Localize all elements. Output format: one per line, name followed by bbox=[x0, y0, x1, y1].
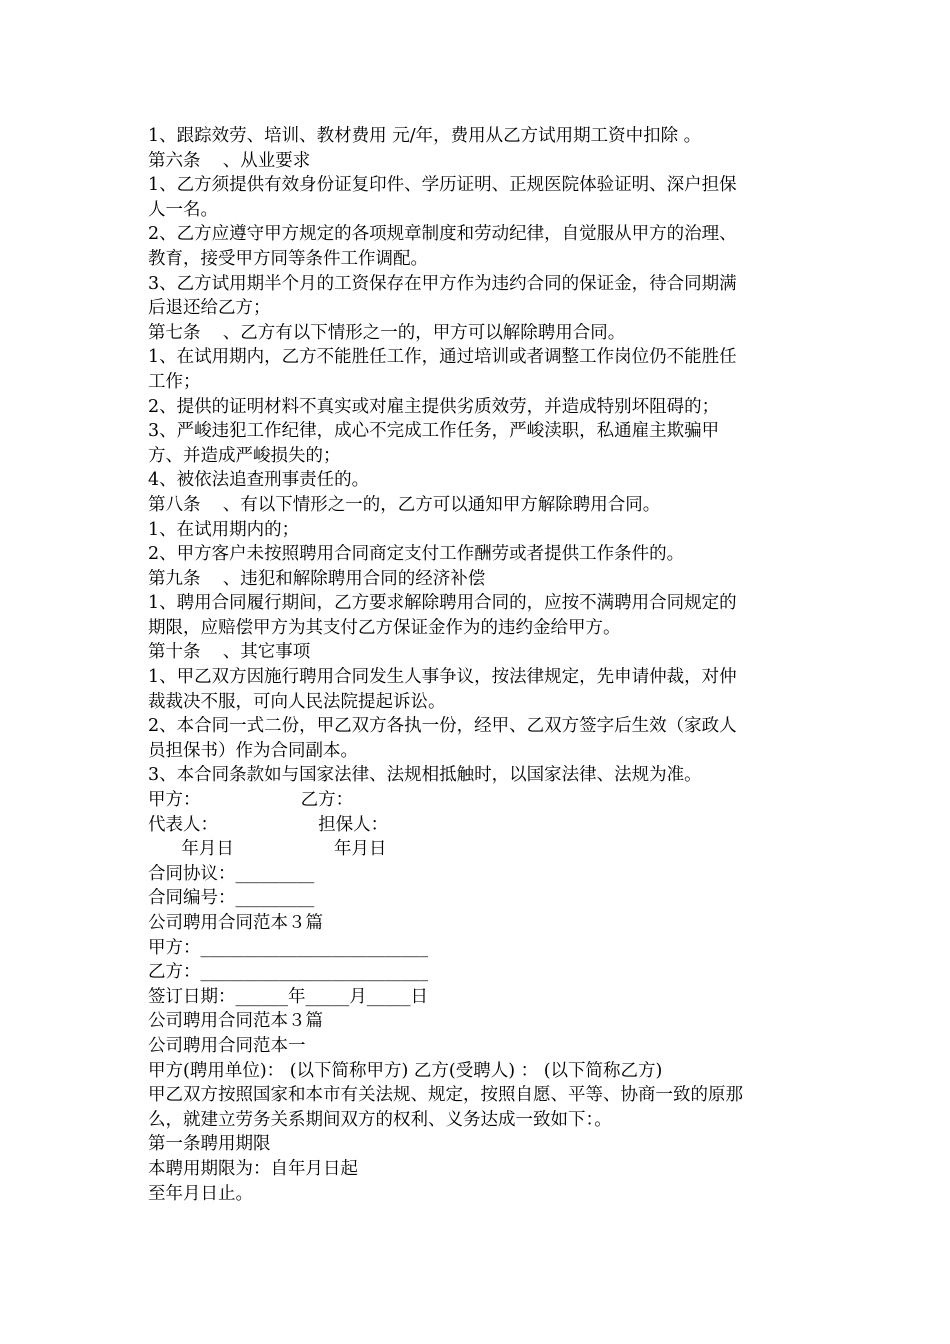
text-line: 1、乙方须提供有效身份证复印件、学历证明、正规医院体验证明、深户担保 bbox=[148, 175, 737, 196]
text-line: 甲方(聘用单位)： (以下简称甲方) 乙方(受聘人) ： (以下简称乙方) bbox=[148, 1060, 663, 1081]
signature-dates: 年月日 年月日 bbox=[148, 839, 387, 860]
text-line: 2、甲方客户未按照聘用合同商定支付工作酬劳或者提供工作条件的。 bbox=[148, 544, 685, 565]
text-line: 人一名。 bbox=[148, 199, 218, 220]
text-line: 期限，应赔偿甲方为其支付乙方保证金作为的违约金给甲方。 bbox=[148, 617, 621, 638]
text-line: 员担保书）作为合同副本。 bbox=[148, 740, 358, 761]
text-line: 3、乙方试用期半个月的工资保存在甲方作为违约合同的保证金，待合同期满 bbox=[148, 273, 737, 294]
text-line: 2、提供的证明材料不真实或对雇主提供劣质效劳，并造成特别坏阻碍的； bbox=[148, 396, 720, 417]
signature-representatives: 代表人： 担保人： bbox=[148, 814, 389, 835]
text-line: 1、甲乙双方因施行聘用合同发生人事争议，按法律规定，先申请仲裁，对仲 bbox=[148, 667, 737, 688]
text-line: 3、严峻违犯工作纪律，成心不完成工作任务，严峻渎职，私通雇主欺骗甲 bbox=[148, 421, 720, 442]
text-line: 甲乙双方按照国家和本市有关法规、规定，按照自愿、平等、协商一致的原那 bbox=[148, 1085, 743, 1106]
text-line: 2、乙方应遵守甲方规定的各项规章制度和劳动纪律，自觉服从甲方的治理、 bbox=[148, 224, 737, 245]
text-line: 教育，接受甲方同等条件工作调配。 bbox=[148, 248, 428, 269]
text-line: 4、被依法追查刑事责任的。 bbox=[148, 470, 370, 491]
section-heading: 第八条 、有以下情形之一的，乙方可以通知甲方解除聘用合同。 bbox=[148, 494, 661, 515]
text-line: 么，就建立劳务关系期间双方的权利、义务达成一致如下：。 bbox=[148, 1109, 612, 1130]
party-b-field: 乙方：__________________________ bbox=[148, 962, 428, 983]
text-line: 工作； bbox=[148, 371, 201, 392]
text-line: 方、并造成严峻损失的； bbox=[148, 445, 341, 466]
signing-date-field: 签订日期：______年_____月_____日 bbox=[148, 986, 428, 1007]
text-line: 裁裁决不服，可向人民法院提起诉讼。 bbox=[148, 691, 446, 712]
document-title: 公司聘用合同范本３篇 bbox=[148, 1011, 323, 1032]
section-heading: 第六条 、从业要求 bbox=[148, 150, 311, 171]
signature-parties: 甲方： 乙方： bbox=[148, 790, 354, 811]
section-heading: 第九条 、违犯和解除聘用合同的经济补偿 bbox=[148, 568, 486, 589]
section-heading: 第七条 、乙方有以下情形之一的，甲方可以解除聘用合同。 bbox=[148, 322, 626, 343]
text-line: 3、本合同条款如与国家法律、法规相抵触时，以国家法律、法规为准。 bbox=[148, 765, 702, 786]
document-body bbox=[148, 124, 808, 1206]
text-line: 1、在试用期内，乙方不能胜任工作，通过培训或者调整工作岗位仍不能胜任 bbox=[148, 347, 737, 368]
section-heading: 第十条 、其它事项 bbox=[148, 642, 311, 663]
party-a-field: 甲方：__________________________ bbox=[148, 937, 428, 958]
contract-agreement-field: 合同协议：_________ bbox=[148, 863, 315, 884]
text-line: 2、本合同一式二份，甲乙双方各执一份，经甲、乙双方签字后生效（家政人 bbox=[148, 716, 737, 737]
section-heading: 第一条聘用期限 bbox=[148, 1134, 271, 1155]
text-line: 1、跟踪效劳、培训、教材费用 元/年，费用从乙方试用期工资中扣除 。 bbox=[148, 126, 702, 146]
text-line: 至年月日止。 bbox=[148, 1183, 253, 1204]
contract-number-field: 合同编号：_________ bbox=[148, 888, 315, 909]
text-line: 1、在试用期内的； bbox=[148, 519, 300, 540]
text-line: 本聘用期限为：自年月日起 bbox=[148, 1158, 358, 1179]
template-title: 公司聘用合同范本一 bbox=[148, 1035, 306, 1056]
text-line: 1、聘用合同履行期间，乙方要求解除聘用合同的，应按不满聘用合同规定的 bbox=[148, 593, 737, 614]
text-line: 后退还给乙方； bbox=[148, 298, 271, 319]
document-title: 公司聘用合同范本３篇 bbox=[148, 913, 323, 933]
